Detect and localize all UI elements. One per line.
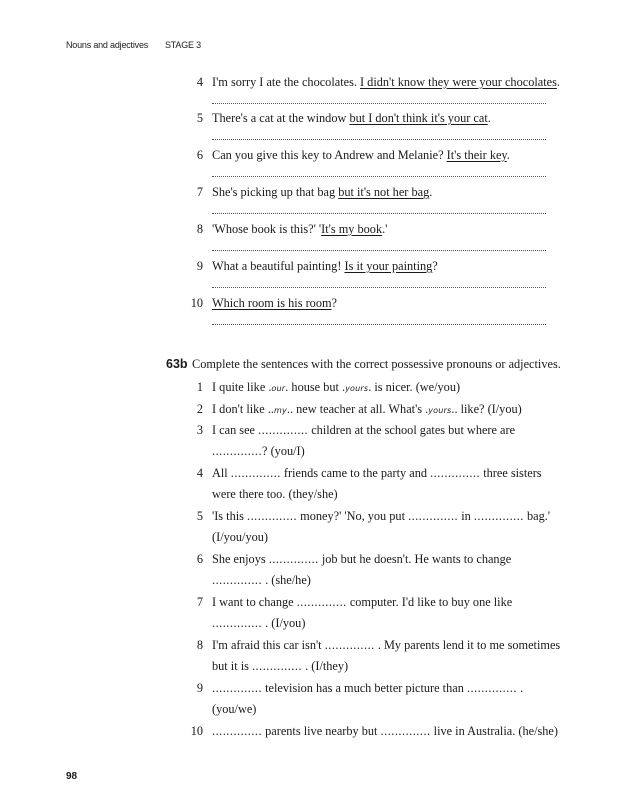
question-number: 4 (196, 466, 203, 480)
sentence: 'Whose book is this?' 'It's my book.' (212, 222, 388, 236)
question-8-cont: but it is .............. . (I/they) (212, 659, 349, 673)
question-2: I don't like ..my.. new teacher at all. What's .yours.. like? (I/you) (212, 402, 522, 416)
question-number: 9 (196, 681, 203, 695)
sentence: I'm sorry I ate the chocolates. I didn't know they were your chocolates. (212, 75, 560, 89)
question-8: I'm afraid this car isn't .............. . My parents lend it to me sometimes (212, 638, 561, 652)
answer-line[interactable] (212, 175, 546, 177)
question-number: 10 (190, 296, 203, 310)
exercise-instruction: Complete the sentences with the correct possessive pronouns or adjectives. (192, 357, 561, 371)
question-6-cont: .............. . (she/he) (212, 573, 311, 587)
question-number: 9 (196, 259, 203, 273)
question-7-cont: .............. . (I/you) (212, 616, 306, 630)
question-5: 'Is this .............. money?' 'No, you put .............. in .............. bag.' (212, 509, 551, 523)
question-number: 8 (196, 638, 203, 652)
exercise-number: 63b (166, 357, 188, 371)
question-number: 2 (196, 402, 203, 416)
section-title: Nouns and adjectives (66, 40, 149, 50)
question-number: 6 (196, 148, 203, 162)
question-3: I can see .............. children at the school gates but where are (212, 423, 516, 437)
question-9: .............. television has a much better picture than .............. . (212, 681, 524, 695)
answer-my: my (273, 406, 287, 415)
question-5-cont: (I/you/you) (212, 530, 269, 544)
answer-line[interactable] (212, 249, 546, 251)
underlined-phrase: It's their key (446, 148, 507, 162)
question-3-cont: ..............? (you/I) (212, 444, 305, 458)
answer-line[interactable] (212, 138, 546, 140)
underlined-phrase: Is it your painting (344, 259, 433, 273)
underlined-phrase: Which room is his room (212, 296, 332, 310)
underlined-phrase: I didn't know they were your chocolates (360, 75, 557, 89)
question-number: 8 (196, 222, 203, 236)
question-1: I quite like .our. house but .yours. is nicer. (we/you) (212, 380, 461, 394)
question-4-cont: were there too. (they/she) (212, 487, 338, 501)
sentence: Which room is his room? (212, 296, 338, 310)
question-number: 10 (190, 724, 203, 738)
stage-label: STAGE 3 (165, 40, 201, 50)
sentence: Can you give this key to Andrew and Melanie? It's their key. (212, 148, 510, 162)
question-number: 5 (196, 509, 203, 523)
question-number: 3 (196, 423, 203, 437)
answer-yours-2: yours (428, 406, 452, 415)
question-7: I want to change .............. computer. I'd like to buy one like (212, 595, 513, 609)
question-9-cont: (you/we) (212, 702, 257, 716)
sentence: She's picking up that bag but it's not her bag. (212, 185, 433, 199)
sentence: There's a cat at the window but I don't think it's your cat. (212, 111, 491, 125)
underlined-phrase: It's my book (321, 222, 383, 236)
question-number: 6 (196, 552, 203, 566)
answer-line[interactable] (212, 212, 546, 214)
question-number: 7 (196, 185, 203, 199)
answer-line[interactable] (212, 286, 546, 288)
answer-yours: yours (345, 384, 369, 393)
underlined-phrase: but I don't think it's your cat (349, 111, 488, 125)
answer-line[interactable] (212, 323, 546, 325)
sentence: What a beautiful painting! Is it your painting? (212, 259, 438, 273)
question-4: All .............. friends came to the party and .............. three sisters (212, 466, 542, 480)
question-number: 7 (196, 595, 203, 609)
question-number: 1 (196, 380, 203, 394)
question-number: 5 (196, 111, 203, 125)
question-number: 4 (196, 75, 203, 89)
answer-our: our (271, 384, 286, 393)
page-number: 98 (66, 771, 78, 782)
underlined-phrase: but it's not her bag (338, 185, 430, 199)
answer-line[interactable] (212, 102, 546, 104)
question-10: .............. parents live nearby but .............. live in Australia. (he/she) (212, 724, 558, 738)
question-6: She enjoys .............. job but he doesn't. He wants to change (212, 552, 512, 566)
